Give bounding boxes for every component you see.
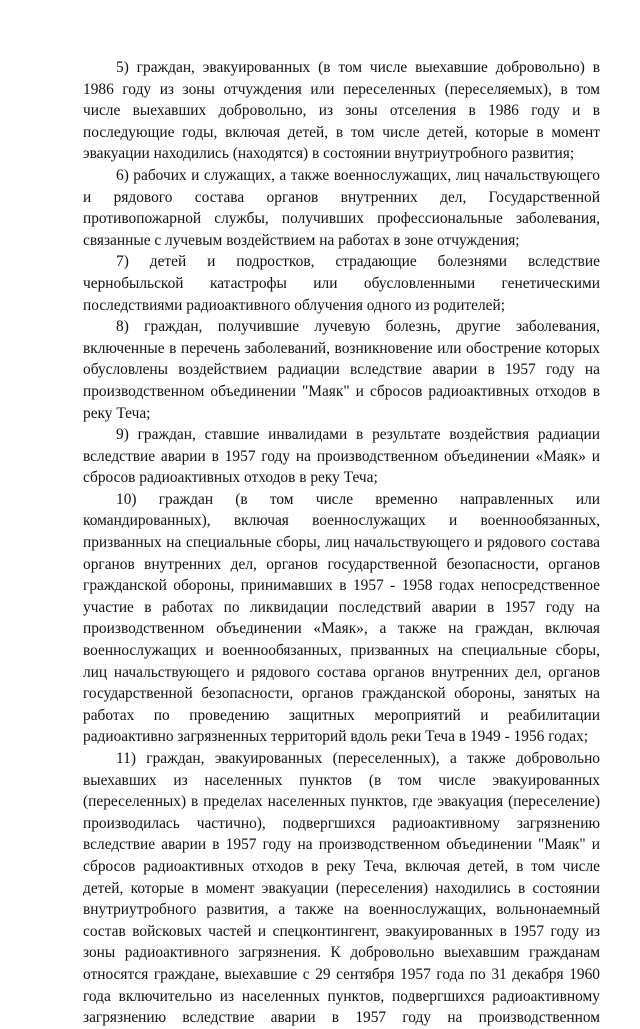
text-line: производилась частично), подвергшихся радиоактивному загрязнению (83, 814, 600, 832)
text-line: 8) граждан, получившие лучевую болезнь, другие заболевания, (116, 318, 600, 336)
text-line: командированных), включая военнослужащих и военнообязанных, (83, 512, 600, 530)
text-line: 9) граждан, ставшие инвалидами в результате воздействия радиации (116, 426, 600, 444)
text-line: последствиями радиоактивного облучения одного из родителей; (83, 296, 506, 314)
text-line: 6) рабочих и служащих, а также военнослужащих, лиц начальствующего (116, 166, 600, 184)
text-line: радиоактивно загрязненных территорий вдоль реки Теча в 1949 - 1956 годах; (83, 728, 589, 746)
text-line: участие в работах по ликвидации последствий аварии в 1957 году на (83, 598, 600, 616)
text-line: производственном объединении "Маяк" и сбросов радиоактивных отходов в (83, 382, 600, 400)
text-line: сбросов радиоактивных отходов в реку Теча; (83, 469, 378, 487)
paragraph-item-7 (83, 251, 600, 316)
text-line: органов внутренних дел, органов государственной безопасности, органов (83, 555, 600, 573)
text-line: состав войсковых частей и спецконтингент, эвакуированных в 1957 году из (83, 922, 600, 940)
text-line: военнослужащих и военнообязанных, призванных на специальные сборы, (83, 642, 600, 660)
text-line: работах по проведению защитных мероприятий и реабилитации (83, 706, 600, 724)
text-line: внутриутробного развития, а также на военнослужащих, вольнонаемный (83, 901, 600, 919)
paragraph-item-11 (83, 748, 600, 1029)
text-line: последующие годы, включая детей, в том числе детей, которые в момент (83, 123, 600, 141)
text-line: и рядового состава органов внутренних дел, Государственной (83, 188, 600, 206)
text-line: реку Теча; (83, 404, 151, 422)
paragraph-item-5 (83, 57, 600, 165)
text-line: государственной безопасности, органов гражданской обороны, занятых на (83, 685, 600, 703)
text-line: 1986 году из зоны отчуждения или переселенных (переселяемых), в том (83, 80, 600, 98)
text-line: 7) детей и подростков, страдающие болезнями вследствие (116, 253, 600, 271)
text-line: вследствие аварии в 1957 году на производственном объединении "Маяк" и (83, 836, 600, 854)
text-line: производственном объединении «Маяк», а также на граждан, включая (83, 620, 600, 638)
paragraph-item-8 (83, 316, 600, 424)
text-line: года включительно из населенных пунктов, подвергшихся радиоактивному (83, 987, 600, 1005)
text-line: 11) граждан, эвакуированных (переселенных), а также добровольно (116, 750, 600, 767)
paragraph-item-9 (83, 424, 600, 489)
text-line: обусловлены воздействием радиации вследствие аварии в 1957 году на (83, 361, 600, 379)
text-line: гражданской обороны, принимавших в 1957 - 1958 годах непосредственное (83, 577, 600, 595)
text-line: 5) граждан, эвакуированных (в том числе выехавшие добровольно) в (116, 59, 600, 76)
text-line: числе выехавших добровольно, из зоны отселения в 1986 году и в (83, 102, 600, 120)
text-line: относятся граждане, выехавшие с 29 сентября 1957 года по 31 декабря 1960 (83, 965, 600, 983)
text-line: эвакуации находились (находятся) в состоянии внутриутробного развития; (83, 145, 575, 163)
text-line: 10) граждан (в том числе временно направленных или (116, 490, 600, 508)
text-line: противопожарной службы, получивших профессиональные заболевания, (83, 210, 600, 228)
text-line: сбросов радиоактивных отходов в реку Теча, включая детей, в том числе (83, 857, 600, 875)
paragraph-item-10 (83, 489, 600, 748)
text-line: выехавших из населенных пунктов (в том числе эвакуированных (83, 771, 600, 789)
text-line: вследствие аварии в 1957 году на производственном объединении «Маяк» и (83, 447, 600, 465)
text-line: (переселенных) в пределах населенных пунктов, где эвакуация (переселение) (83, 793, 600, 811)
text-line: загрязнению вследствие аварии в 1957 году на производственном (83, 1009, 600, 1027)
text-line: детей, которые в момент эвакуации (переселения) находились в состоянии (83, 879, 600, 897)
text-line: лиц начальствующего и рядового состава органов внутренних дел, органов (83, 663, 600, 681)
text-line: связанные с лучевым воздействием на работах в зоне отчуждения; (83, 231, 520, 249)
text-line: зоны радиоактивного загрязнения. К добровольно выехавшим гражданам (83, 944, 600, 962)
paragraph-item-6 (83, 165, 600, 251)
text-line: чернобыльской катастрофы или обусловленными генетическими (83, 274, 600, 292)
document-page (83, 57, 600, 1029)
text-line: призванных на специальные сборы, лиц начальствующего и рядового состава (83, 534, 600, 552)
text-line: включенные в перечень заболеваний, возникновение или обострение которых (83, 339, 600, 357)
